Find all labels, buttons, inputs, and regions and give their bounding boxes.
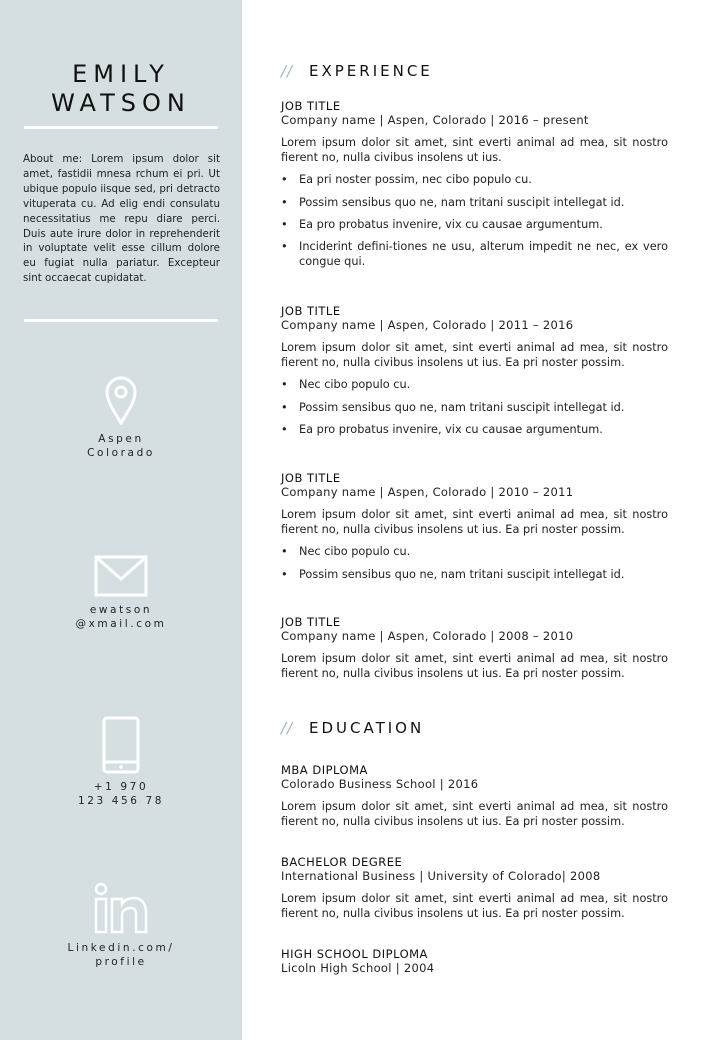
experience-heading: EXPERIENCE: [309, 62, 433, 80]
phone-icon: [102, 716, 140, 774]
school-name: Colorado Business School | 2016: [281, 777, 479, 791]
job-title: JOB TITLE: [281, 304, 341, 318]
job-description: Lorem ipsum dolor sit amet, sint everti animal ad mea, sit nostro fierent no, nulla civibus insolens ut ius. Ea pri noster possim.: [281, 341, 668, 369]
last-name: WATSON: [51, 89, 191, 117]
linkedin-icon[interactable]: [94, 882, 148, 934]
job-company: Company name | Aspen, Colorado | 2008 – 2010: [281, 629, 574, 643]
degree-title: BACHELOR DEGREE: [281, 855, 403, 869]
job-title: JOB TITLE: [281, 99, 341, 113]
location-pin-icon: [104, 375, 138, 425]
education-heading: EDUCATION: [309, 719, 425, 737]
location-city: Aspen: [98, 433, 144, 445]
job-title: JOB TITLE: [281, 471, 341, 485]
location-state: Colorado: [87, 447, 155, 459]
job-description: Lorem ipsum dolor sit amet, sint everti animal ad mea, sit nostro fierent no, nulla civibus insolens ut ius. Ea pri noster possim.: [281, 652, 668, 680]
school-name: Licoln High School | 2004: [281, 961, 435, 975]
job-company: Company name | Aspen, Colorado | 2011 – 2016: [281, 318, 574, 332]
degree-title: HIGH SCHOOL DIPLOMA: [281, 947, 428, 961]
job-description: Lorem ipsum dolor sit amet, sint everti animal ad mea, sit nostro fierent no, nulla civibus insolens ut ius.: [281, 136, 668, 164]
job-description: Lorem ipsum dolor sit amet, sint everti animal ad mea, sit nostro fierent no, nulla civibus insolens ut ius. Ea pri noster possim.: [281, 508, 668, 536]
job-title: JOB TITLE: [281, 615, 341, 629]
education-description: Lorem ipsum dolor sit amet, sint everti animal ad mea, sit nostro fierent no, nulla civibus insolens ut ius. Ea pri noster possim.: [281, 892, 668, 920]
degree-title: MBA DIPLOMA: [281, 763, 368, 777]
divider: [24, 319, 218, 322]
sidebar: [0, 0, 242, 1040]
about-me: About me: Lorem ipsum dolor sit amet, fastidii mnesa rchum ei pri. Ut ubique populo iisque sed, pri detracto vituperata cu. Ad elig endi consulatu necessitatius me repu diare perci. Duis aute irure dolor in reprehenderit in voluptate velit esse cillum dolore eu fugiat nulla pariatur. Excepteur sint occaecat cupidatat.: [23, 153, 220, 285]
education-description: Lorem ipsum dolor sit amet, sint everti animal ad mea, sit nostro fierent no, nulla civibus insolens ut ius. Ea pri noster possim.: [281, 800, 668, 828]
education-slash: //: [281, 719, 294, 737]
envelope-icon: [94, 555, 148, 597]
linkedin-url[interactable]: Linkedin.com/: [67, 942, 175, 954]
divider: [24, 126, 218, 129]
job-company: Company name | Aspen, Colorado | 2010 – 2011: [281, 485, 574, 499]
email-domain[interactable]: @xmail.com: [75, 618, 167, 630]
email-user[interactable]: ewatson: [89, 604, 153, 616]
experience-slash: //: [281, 62, 294, 80]
phone-line2: 123 456 78: [77, 795, 165, 807]
phone-line1: +1 970: [93, 781, 149, 793]
job-company: Company name | Aspen, Colorado | 2016 – present: [281, 113, 589, 127]
first-name: EMILY: [72, 60, 170, 88]
linkedin-path[interactable]: profile: [95, 956, 147, 968]
school-name: International Business | University of Colorado| 2008: [281, 869, 601, 883]
